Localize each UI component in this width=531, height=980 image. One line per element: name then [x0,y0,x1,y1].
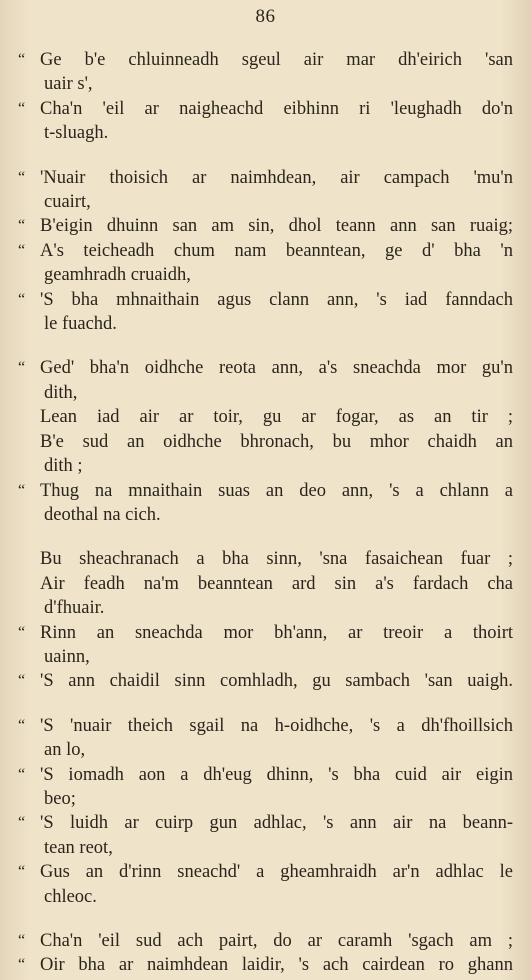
page-number: 86 [255,6,276,27]
verse-line [18,430,513,479]
quote-mark: “ [18,217,26,235]
quote-mark: “ [18,99,26,117]
verse-line [18,572,513,621]
verse-line-text: Gus an d'rinn sneachd' a gheamhraidh ar'n adhlac le [40,862,513,883]
verse-line-continuation: deothal na cich. [44,504,161,525]
verse-line-text: Thug na mnaithain suas an deo ann, 's a chlann a [40,480,513,501]
quote-mark: “ [18,814,26,832]
verse-line [18,547,513,571]
verse-line-continuation: an lo, [44,740,86,761]
verse-line-text: Bu sheachranach a bha sinn, 'sna fasaichean fuar ; [40,549,513,570]
quote-mark: “ [18,672,26,690]
quote-mark: “ [18,51,26,68]
verse-line-text: B'e sud an oidhche bhronach, bu mhor chaidh an [40,431,513,452]
verse-line [18,356,513,405]
quote-mark: “ [18,481,26,499]
verse-line-continuation: cuairt, [44,192,91,213]
verse-line-text: 'S 'nuair theich sgail na h-oidhche, 's a dh'fhoillsich [40,715,513,736]
verse-line [18,763,513,812]
stanza [18,356,513,527]
poem-text [18,48,513,978]
verse-line-text: 'S luidh ar cuirp gun adhlac, 's ann air na beann- [40,813,513,834]
verse-line-continuation: uainn, [44,646,90,667]
verse-line-text: A's teicheadh chum nam beanntean, ge d' bha 'n [40,240,513,261]
quote-mark: “ [18,359,26,377]
verse-line-text: 'S bha mhnaithain agus clann ann, 's iad fanndach [40,289,513,310]
verse-line-text: 'S iomadh aon a dh'eug dhinn, 's bha cuid air eigin [40,764,513,785]
verse-line-continuation: tean reot, [44,837,113,858]
stanza [18,547,513,693]
stanza [18,166,513,337]
verse-line [18,405,513,429]
verse-line-continuation: d'fhuair. [44,598,105,619]
quote-mark: “ [18,168,26,186]
verse-line [18,714,513,763]
quote-mark: “ [18,765,26,783]
verse-line [18,239,513,288]
verse-line [18,48,513,97]
verse-line-text: Ged' bha'n oidhche reota ann, a's sneachda mor gu'n [40,358,513,379]
verse-line-text: Lean iad air ar toir, gu ar fogar, as an tir ; [40,407,513,428]
verse-line-continuation: uair s', [44,74,93,95]
verse-line-continuation: dith ; [44,456,83,477]
quote-mark: “ [18,290,26,308]
quote-mark: “ [18,932,26,949]
quote-mark: “ [18,716,26,734]
verse-line [18,97,513,146]
stanza [18,929,513,978]
verse-line [18,953,513,977]
verse-line-continuation: le fuachd. [44,314,117,335]
verse-line-text: Air feadh na'm beanntean ard sin a's fardach cha [40,573,513,594]
verse-line [18,669,513,693]
verse-line-text: 'Nuair thoisich ar naimhdean, air campach 'mu'n [40,167,513,188]
verse-line [18,214,513,238]
verse-line-text: 'S ann chaidil sinn comhladh, gu sambach 'san uaigh. [40,671,513,692]
quote-mark: “ [18,241,26,259]
verse-line [18,288,513,337]
verse-line-continuation: beo; [44,788,76,809]
verse-line [18,860,513,909]
verse-line-text: Ge b'e chluinneadh sgeul air mar dh'eirich 'san [40,50,513,70]
quote-mark: “ [18,863,26,881]
stanza [18,48,513,146]
verse-line-continuation: geamhradh cruaidh, [44,265,191,286]
verse-line [18,166,513,215]
verse-line [18,621,513,670]
verse-line [18,479,513,528]
verse-line-text: B'eigin dhuinn san am sin, dhol teann ann san ruaig; [40,216,513,237]
verse-line-continuation: t-sluagh. [44,123,109,144]
stanza [18,714,513,909]
quote-mark: “ [18,623,26,641]
verse-line-text: Oir bha ar naimhdean laidir, 's ach cairdean ro ghann [40,955,513,976]
verse-line [18,811,513,860]
verse-line-continuation: chleoc. [44,886,97,907]
quote-mark: “ [18,956,26,974]
verse-line-continuation: dith, [44,382,78,403]
verse-line-text: Rinn an sneachda mor bh'ann, ar treoir a thoirt [40,622,513,643]
verse-line-text: Cha'n 'eil sud ach pairt, do ar caramh 'sgach am ; [40,931,513,951]
verse-line-text: Cha'n 'eil ar naigheachd eibhinn ri 'leughadh do'n [40,98,513,119]
verse-line [18,929,513,953]
